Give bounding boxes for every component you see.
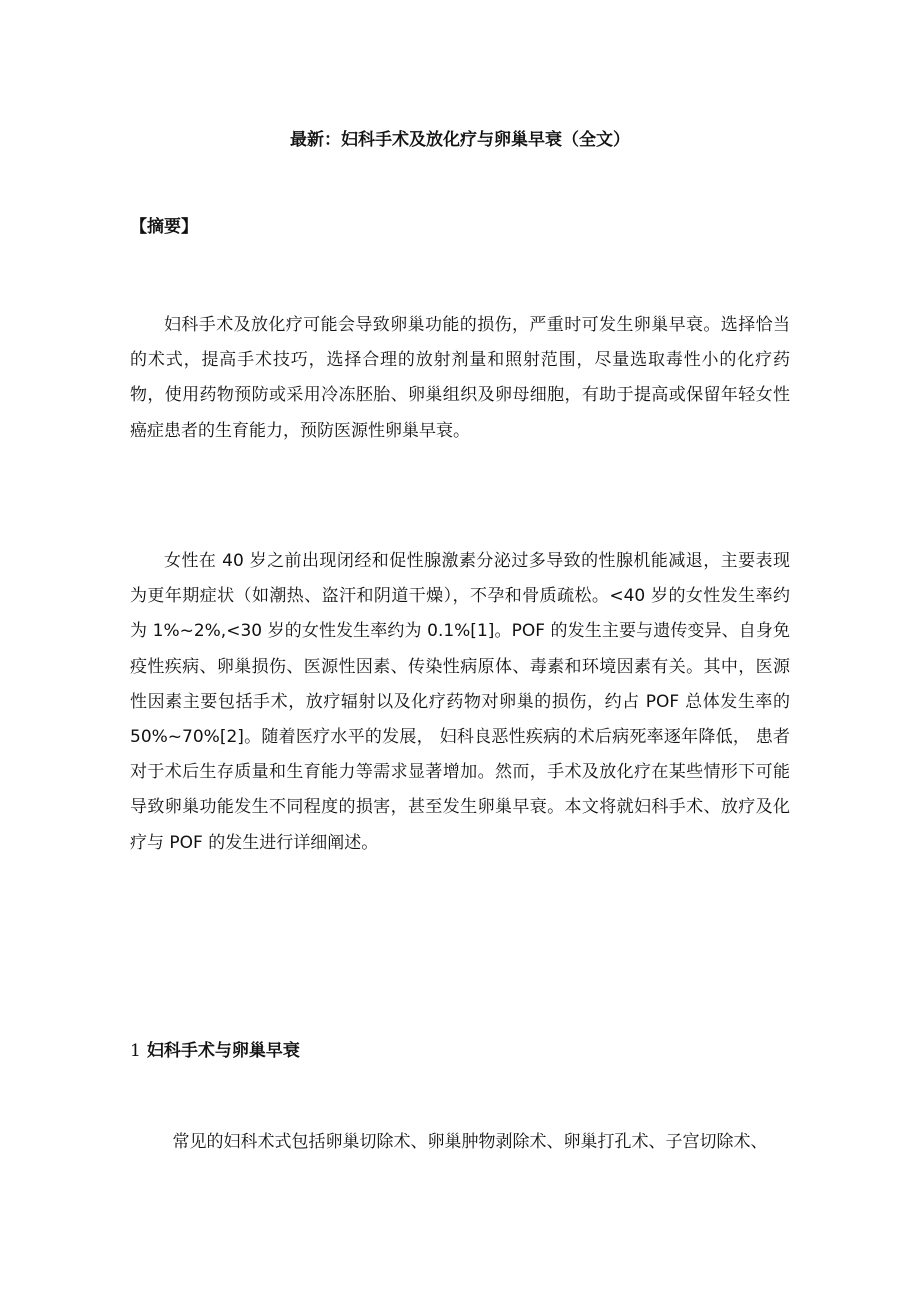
abstract-paragraph-2: 女性在 40 岁之前出现闭经和促性腺激素分泌过多导致的性腺机能减退，主要表现为更年期症状（如潮热、盗汗和阴道干燥），不孕和骨质疏松。<40 岁的女性发生率约为 1%~2%,<30 岁的女性发生率约为 0.1%[1]。POF 的发生主要与遗传变异、自身免疫性疾病、卵巢损伤、医源性因素、传染性病原体、毒素和环境因素有关。其中，医源性因素主要包括手术，放疗辐射以及化疗药物对卵巢的损伤，约占 POF 总体发生率的 50%~70%[2]。随着医疗水平的发展， 妇科良恶性疾病的术后病死率逐年降低， 患者对于术后生存质量和生育能力等需求显著增加。然而，手术及放化疗在某些情形下可能导致卵巢功能发生不同程度的损害，甚至发生卵巢早衰。本文将就妇科手术、放疗及化疗与 POF 的发生进行详细阐述。 [130, 551, 790, 853]
abstract-heading: 【摘要】 [130, 217, 198, 237]
section-paragraph-first-line: 常见的妇科术式包括卵巢切除术、卵巢肿物剥除术、卵巢打孔术、子宫切除术、 [172, 1132, 768, 1152]
document-title: 最新：妇科手术及放化疗与卵巢早衰（全文） [290, 130, 630, 150]
abstract-paragraph-1: 妇科手术及放化疗可能会导致卵巢功能的损伤，严重时可发生卵巢早衰。选择恰当的术式，提高手术技巧，选择合理的放射剂量和照射范围，尽量选取毒性小的化疗药物，使用药物预防或采用冷冻胚胎、卵巢组织及卵母细胞，有助于提高或保留年轻女性癌症患者的生育能力，预防医源性卵巢早衰。 [130, 315, 790, 441]
section-heading [130, 1038, 300, 1064]
section-heading-text: 妇科手术与卵巢早衰 [146, 1041, 300, 1061]
section-number: 1 [130, 1041, 141, 1061]
